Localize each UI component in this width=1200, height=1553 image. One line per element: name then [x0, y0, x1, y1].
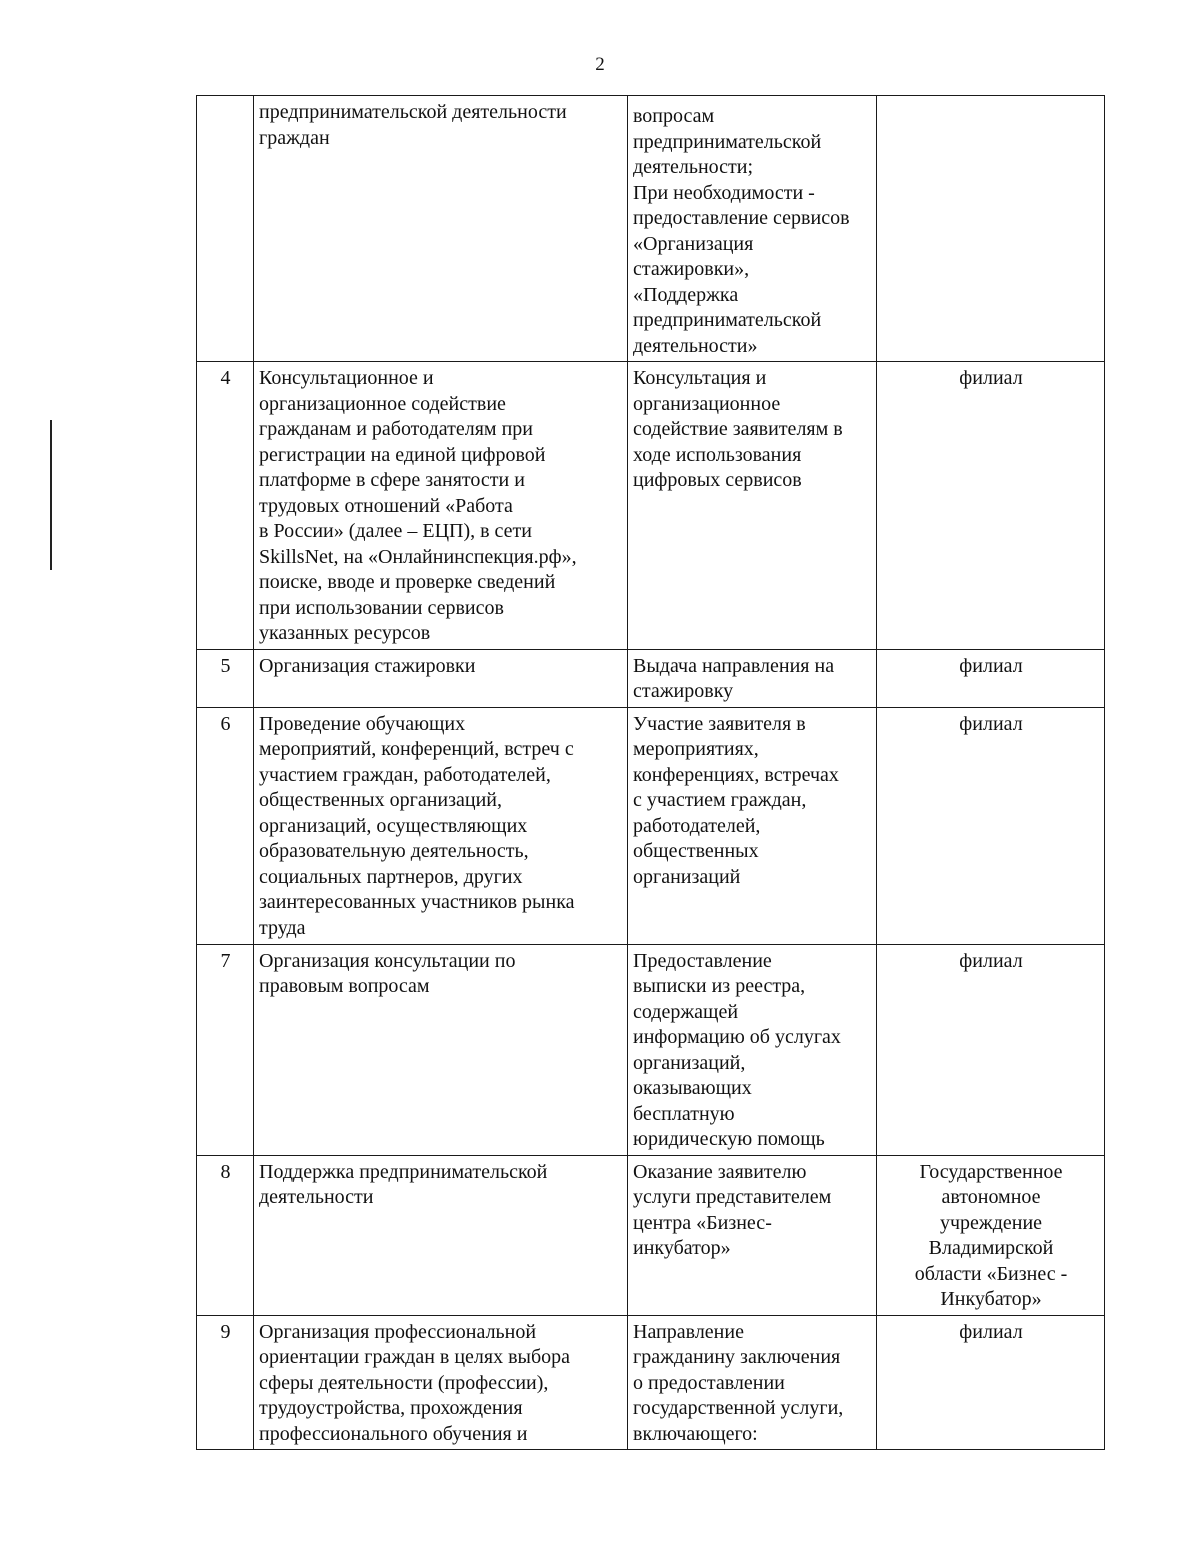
- responsible-line: области «Бизнес -: [914, 1262, 1068, 1285]
- service-cell: [254, 1155, 628, 1315]
- row-number-cell: [197, 707, 254, 944]
- result-cell: [628, 1155, 877, 1315]
- result-line: о предоставлении: [633, 1371, 785, 1394]
- result-cell: [628, 944, 877, 1155]
- service-line: Консультационное и: [259, 367, 434, 389]
- service-cell: [254, 707, 628, 944]
- result-line: деятельности»: [633, 334, 758, 357]
- service-cell: [254, 1315, 628, 1450]
- responsible-cell: [877, 707, 1105, 944]
- result-line: центра «Бизнес-: [633, 1211, 772, 1234]
- service-line: участием граждан, работодателей,: [259, 763, 551, 786]
- result-line: инкубатор»: [633, 1237, 731, 1259]
- service-line: платформе в сфере занятости и: [259, 469, 525, 491]
- services-table: [196, 95, 1105, 1450]
- responsible-cell: [877, 944, 1105, 1155]
- page-number: 2: [595, 54, 605, 75]
- service-line: организаций, осуществляющих: [259, 814, 528, 837]
- service-line: мероприятий, конференций, встреч с: [259, 738, 574, 760]
- result-line: организаций: [633, 865, 741, 888]
- service-cell: [254, 96, 628, 362]
- responsible-line: филиал: [959, 949, 1023, 972]
- result-line: с участием граждан,: [633, 789, 807, 811]
- table-row: [197, 944, 1105, 1155]
- result-line: Выдача направления на: [633, 654, 835, 677]
- service-line: образовательную деятельность,: [259, 840, 529, 862]
- service-line: Организация консультации по: [259, 949, 516, 972]
- service-line: трудоустройства, прохождения: [259, 1397, 523, 1419]
- result-line: стажировки»,: [633, 258, 750, 280]
- responsible-line: Государственное: [919, 1160, 1063, 1183]
- service-line: SkillsNet, на «Онлайнинспекция.рф»,: [259, 545, 577, 568]
- service-line: труда: [259, 916, 306, 939]
- result-line: Консультация и: [633, 367, 767, 389]
- service-line: гражданам и работодателям при: [259, 418, 533, 440]
- responsible-line: филиал: [959, 367, 1023, 389]
- result-cell: [628, 96, 877, 362]
- service-line: Поддержка предпринимательской: [259, 1160, 548, 1183]
- result-line: услуги представителем: [633, 1186, 832, 1208]
- service-line: предпринимательской деятельности: [259, 101, 567, 123]
- service-line: сферы деятельности (профессии),: [259, 1371, 549, 1394]
- row-number-cell: [197, 944, 254, 1155]
- result-line: выписки из реестра,: [633, 975, 806, 997]
- row-number: 5: [220, 654, 231, 677]
- result-line: предпринимательской: [633, 309, 822, 331]
- row-number: 4: [220, 367, 231, 389]
- row-number-cell: [197, 649, 254, 707]
- result-line: работодателей,: [633, 814, 761, 837]
- row-number: 7: [220, 949, 231, 972]
- result-cell: [628, 1315, 877, 1450]
- result-line: предоставление сервисов: [633, 207, 850, 229]
- table-body: [197, 96, 1105, 1450]
- result-cell: [628, 362, 877, 650]
- result-line: деятельности;: [633, 156, 754, 178]
- result-cell: [628, 649, 877, 707]
- service-line: профессионального обучения и: [259, 1422, 528, 1445]
- row-number: 6: [220, 712, 231, 735]
- service-line: Организация стажировки: [259, 654, 476, 677]
- result-line: Оказание заявителю: [633, 1160, 807, 1183]
- responsible-line: Владимирской: [928, 1237, 1054, 1259]
- margin-mark: [50, 420, 52, 570]
- responsible-line: Инкубатор»: [940, 1288, 1042, 1310]
- service-line: социальных партнеров, других: [259, 865, 523, 888]
- result-line: ходе использования: [633, 443, 802, 466]
- service-line: общественных организаций,: [259, 789, 502, 811]
- table-row: [197, 1315, 1105, 1450]
- result-line: общественных: [633, 840, 759, 862]
- responsible-cell: [877, 649, 1105, 707]
- row-number-cell: [197, 1155, 254, 1315]
- result-line: оказывающих: [633, 1077, 752, 1099]
- service-line: ориентации граждан в целях выбора: [259, 1346, 571, 1368]
- table-row: [197, 1155, 1105, 1315]
- service-line: Проведение обучающих: [259, 712, 466, 735]
- row-number-cell: [197, 96, 254, 362]
- result-line: информацию об услугах: [633, 1026, 841, 1048]
- service-line: правовым вопросам: [259, 975, 430, 997]
- result-line: мероприятиях,: [633, 738, 759, 760]
- result-line: юридическую помощь: [633, 1128, 825, 1150]
- result-line: государственной услуги,: [633, 1397, 844, 1419]
- result-line: Направление: [633, 1320, 744, 1343]
- service-line: трудовых отношений «Работа: [259, 494, 513, 517]
- row-number: 9: [220, 1320, 231, 1343]
- responsible-line: автономное: [941, 1186, 1041, 1208]
- responsible-line: филиал: [959, 1320, 1023, 1343]
- responsible-line: филиал: [959, 654, 1023, 677]
- service-line: поиске, вводе и проверке сведений: [259, 571, 556, 593]
- result-line: «Поддержка: [633, 283, 739, 306]
- result-line: При необходимости -: [633, 181, 815, 204]
- result-line: вопросам: [633, 105, 715, 127]
- responsible-cell: [877, 1315, 1105, 1450]
- service-line: Организация профессиональной: [259, 1320, 537, 1343]
- service-line: организационное содействие: [259, 392, 506, 415]
- table-row: [197, 707, 1105, 944]
- result-line: содержащей: [633, 1000, 739, 1023]
- service-line: заинтересованных участников рынка: [259, 891, 575, 913]
- responsible-line: филиал: [959, 712, 1023, 735]
- responsible-cell: [877, 362, 1105, 650]
- responsible-line: учреждение: [939, 1211, 1043, 1234]
- responsible-cell: [877, 96, 1105, 362]
- table-row: [197, 649, 1105, 707]
- table-row: [197, 362, 1105, 650]
- result-line: бесплатную: [633, 1102, 735, 1125]
- service-line: указанных ресурсов: [259, 622, 431, 644]
- result-line: «Организация: [633, 232, 754, 255]
- result-line: содействие заявителям в: [633, 418, 843, 440]
- service-cell: [254, 362, 628, 650]
- service-line: деятельности: [259, 1186, 374, 1208]
- result-cell: [628, 707, 877, 944]
- responsible-cell: [877, 1155, 1105, 1315]
- service-line: в России» (далее – ЕЦП), в сети: [259, 520, 532, 542]
- result-line: Участие заявителя в: [633, 712, 806, 735]
- result-line: включающего:: [633, 1422, 758, 1445]
- row-number-cell: [197, 362, 254, 650]
- result-line: Предоставление: [633, 949, 772, 972]
- result-line: организаций,: [633, 1051, 746, 1074]
- table-row: [197, 96, 1105, 362]
- result-line: цифровых сервисов: [633, 469, 802, 491]
- row-number-cell: [197, 1315, 254, 1450]
- result-line: предпринимательской: [633, 130, 822, 153]
- result-line: организационное: [633, 392, 781, 415]
- service-line: регистрации на единой цифровой: [259, 443, 546, 466]
- result-line: конференциях, встречах: [633, 763, 839, 786]
- result-line: стажировку: [633, 680, 734, 702]
- service-line: граждан: [259, 126, 330, 149]
- row-number: 8: [220, 1160, 231, 1183]
- service-line: при использовании сервисов: [259, 596, 504, 619]
- result-line: гражданину заключения: [633, 1346, 841, 1368]
- service-cell: [254, 944, 628, 1155]
- service-cell: [254, 649, 628, 707]
